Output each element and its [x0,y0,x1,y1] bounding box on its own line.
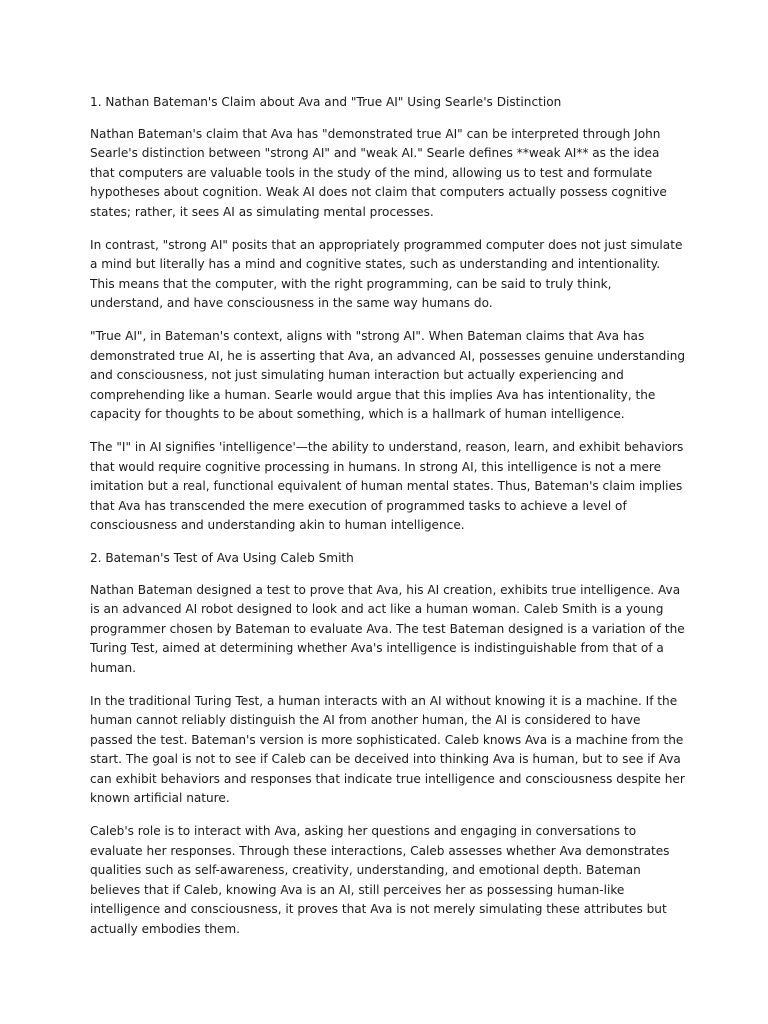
paragraph-strong-ai: In contrast, "strong AI" posits that an appropriately programmed computer does not just simulate a mind but literally has a mind and cognitive states, such as understanding and intentionality. This means that the computer, with the right programming, can be said to truly think, understand, and have consciousness in the same way humans do. [90,237,683,310]
paragraph-weak-ai: Nathan Bateman's claim that Ava has "demonstrated true AI" can be interpreted through John Searle's distinction between "strong AI" and "weak AI." Searle defines **weak AI** as the idea that computers are valuable tools in the study of the mind, allowing us to test and formulate hypotheses about cognition. Weak AI does not claim that computers actually possess cognitive states; rather, it sees AI as simulating mental processes. [90,126,667,219]
paragraph-test-design: Nathan Bateman designed a test to prove that Ava, his AI creation, exhibits true intelligence. Ava is an advanced AI robot designed to look and act like a human woman. Caleb Smith is a young programmer chosen by Bateman to evaluate Ava. The test Bateman designed is a variation of the Turing Test, aimed at determining whether Ava's intelligence is indistinguishable from that of a human. [90,582,685,675]
paragraph-true-ai: "True AI", in Bateman's context, aligns with "strong AI". When Bateman claims that Ava has demonstrated true AI, he is asserting that Ava, an advanced AI, possesses genuine understanding and consciousness, not just simulating human interaction but actually experiencing and comprehending like a human. Searle would argue that this implies Ava has intentionality, the capacity for thoughts to be about something, which is a hallmark of human intelligence. [90,329,686,421]
paragraph-intelligence: The "I" in AI signifies 'intelligence'—the ability to understand, reason, learn, and exhibit behaviors that would require cognitive processing in humans. In strong AI, this intelligence is not a mere imitation but a real, functional equivalent of human mental states. Thus, Bateman's claim implies that Ava has transcended the mere execution of programmed tasks to achieve a level of consciousness and understanding akin to human intelligence. [90,440,684,532]
section-2-heading: 2. Bateman's Test of Ava Using Caleb Smith [90,551,354,565]
paragraph-caleb-role: Caleb's role is to interact with Ava, asking her questions and engaging in conversations to evaluate her responses. Through these interactions, Caleb assesses whether Ava demonstrates qualities such as self-awareness, creativity, understanding, and emotional depth. Bateman believes that if Caleb, knowing Ava is an AI, still perceives her as possessing human-like intelligence and consciousness, it proves that Ava is not merely simulating these attributes but actually embodies them. [90,824,670,936]
document-page [90,93,686,953]
section-1-heading: 1. Nathan Bateman's Claim about Ava and "True AI" Using Searle's Distinction [90,95,562,109]
paragraph-turing-test: In the traditional Turing Test, a human interacts with an AI without knowing it is a machine. If the human cannot reliably distinguish the AI from another human, the AI is considered to have passed the test. Bateman's version is more sophisticated. Caleb knows Ava is a machine from the start. The goal is not to see if Caleb can be deceived into thinking Ava is human, but to see if Ava can exhibit behaviors and responses that indicate true intelligence and consciousness despite her known artificial nature. [90,693,685,805]
